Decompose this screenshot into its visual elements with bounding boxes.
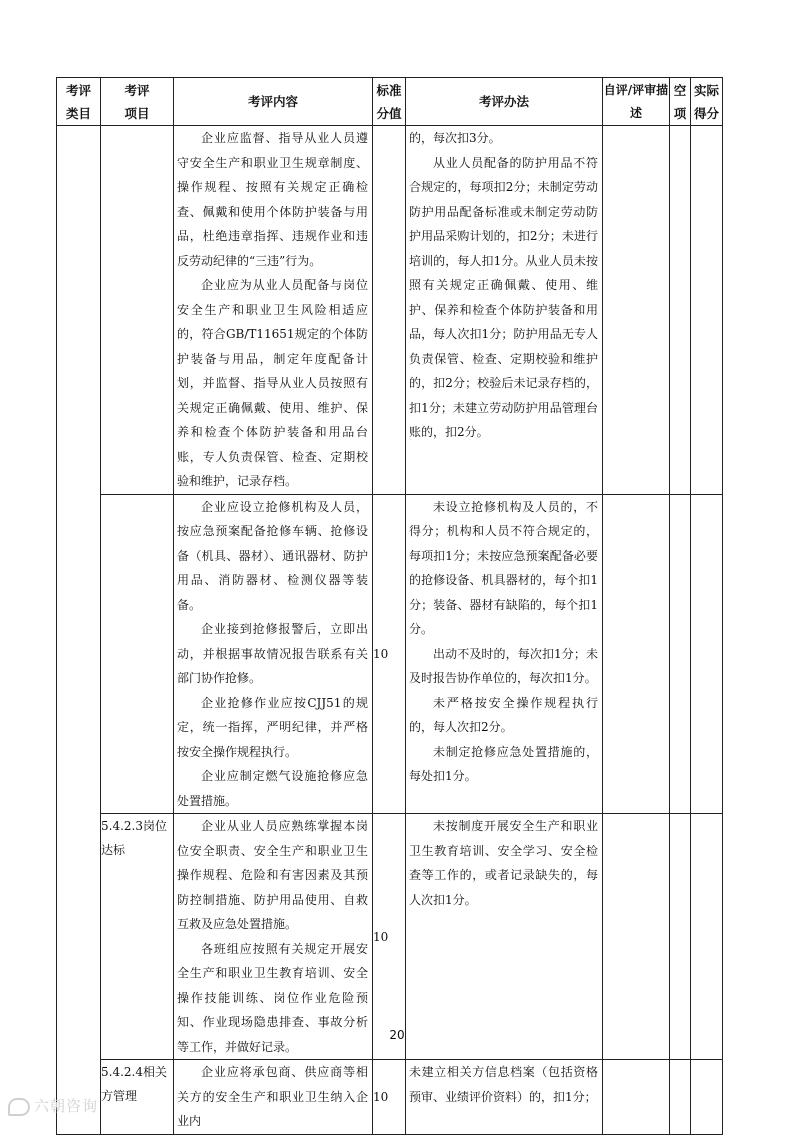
method-cell — [406, 814, 603, 1060]
header-actual: 实际 得分 — [691, 78, 723, 126]
content-paragraph: 各班组应按照有关规定开展安全生产和职业卫生教育培训、安全操作技能训练、岗位作业危险预知、作业现场隐患排查、事故分析等工作，并做好记录。 — [177, 941, 368, 1054]
content-paragraph: 企业应设立抢修机构及人员，按应急预案配备抢修车辆、抢修设备（机具、器材）、通讯器材、防护用品、消防器材、检测仪器等装备。 — [177, 499, 368, 612]
method-paragraph: 未设立抢修机构及人员的，不得分；机构和人员不符合规定的，每项扣1分；未按应急预案配备必要的抢修设备、机具器材的，每个扣1分；装备、器材有缺陷的，每个扣1分。 — [409, 499, 598, 636]
method-cell — [406, 126, 603, 495]
score-cell: 10 — [373, 494, 406, 814]
self-eval-cell — [603, 494, 670, 814]
method-paragraph: 未建立相关方信息档案（包括资格预审、业绩评价资料）的，扣1分； — [409, 1065, 598, 1104]
content-cell — [174, 494, 373, 814]
actual-cell — [691, 814, 723, 1060]
watermark — [8, 1095, 98, 1116]
method-cell — [406, 494, 603, 814]
score-cell — [373, 126, 406, 495]
item-cell: 5.4.2.3岗位达标 — [101, 814, 174, 1060]
method-paragraph: 未按制度开展安全生产和职业卫生教育培训、安全学习、安全检查等工作的，或者记录缺失的，每人次扣1分。 — [409, 819, 598, 907]
method-paragraph: 未严格按安全操作规程执行的，每人次扣2分。 — [409, 695, 598, 734]
header-category: 考评 类目 — [57, 78, 101, 126]
header-self-eval: 自评/评审描 述 — [603, 78, 670, 126]
header-method: 考评办法 — [406, 78, 603, 126]
content-paragraph: 企业抢修作业应按CJJ51的规定，统一指挥，严明纪律，并严格按安全操作规程执行。 — [177, 695, 368, 759]
content-cell — [174, 126, 373, 495]
content-cell — [174, 814, 373, 1060]
empty-cell — [670, 814, 691, 1060]
content-paragraph: 企业接到抢修报警后，立即出动，并根据事故情况报告联系有关部门协作抢修。 — [177, 622, 368, 685]
header-empty: 空 项 — [670, 78, 691, 126]
method-paragraph: 从业人员配备的防护用品不符合规定的，每项扣2分；未制定劳动防护用品配备标准或未制定劳动防护用品采购计划的，扣2分；未进行培训的，每人扣1分。从业人员未按照有关规定正确佩戴、使用、维护、保养和检查个体防护装备和用品，每人次扣1分；防护用品无专人负责保管、检查、定期校验和维护的，扣2分；校验后未记录存档的，扣1分；未建立劳动防护用品管理台账的，扣2分。 — [409, 155, 598, 439]
item-cell: 5.4.2.4相关方管理 — [101, 1060, 174, 1135]
content-paragraph: 企业应监督、指导从业人员遵守安全生产和职业卫生规章制度、操作规程、按照有关规定正确检查、佩戴和使用个体防护装备与用品，杜绝违章指挥、违规作业和违反劳动纪律的“三违”行为。 — [177, 131, 368, 268]
header-row — [57, 78, 723, 126]
content-paragraph: 企业应制定燃气设施抢修应急处置措施。 — [177, 769, 368, 808]
table-row — [57, 126, 723, 495]
self-eval-cell — [603, 126, 670, 495]
method-paragraph: 的，每次扣3分。 — [409, 131, 501, 145]
header-item: 考评 项目 — [101, 78, 174, 126]
table-row — [57, 814, 723, 1060]
watermark-logo-icon — [8, 1098, 30, 1116]
self-eval-cell — [603, 814, 670, 1060]
watermark-text: 六朝咨询 — [34, 1097, 99, 1115]
score-cell: 10 — [373, 1060, 406, 1135]
header-score: 标准 分值 — [373, 78, 406, 126]
category-cell — [57, 126, 101, 1135]
item-cell — [101, 126, 174, 495]
page-number: 20 — [389, 1028, 405, 1042]
actual-cell — [691, 494, 723, 814]
empty-cell — [670, 494, 691, 814]
evaluation-table — [56, 77, 723, 1135]
empty-cell — [670, 126, 691, 495]
item-cell — [101, 494, 174, 814]
content-paragraph: 企业从业人员应熟练掌握本岗位安全职责、安全生产和职业卫生操作规程、危险和有害因素及其预防控制措施、防护用品使用、自救互救及应急处置措施。 — [177, 819, 368, 931]
header-content: 考评内容 — [174, 78, 373, 126]
content-paragraph: 企业应将承包商、供应商等相关方的安全生产和职业卫生纳入企业内 — [177, 1065, 368, 1128]
actual-cell — [691, 126, 723, 495]
content-paragraph: 企业应为从业人员配备与岗位安全生产和职业卫生风险相适应的，符合GB/T11651规定的个体防护装备与用品，制定年度配备计划，并监督、指导从业人员按照有关规定正确佩戴、使用、维护、保养和检查个体防护装备和用品台账，专人负责保管、检查、定期校验和维护，记录存档。 — [177, 278, 368, 488]
score-cell: 10 — [373, 814, 406, 1060]
method-paragraph: 出动不及时的，每次扣1分；未及时报告协作单位的，每次扣1分。 — [409, 646, 598, 685]
method-paragraph: 未制定抢修应急处置措施的，每处扣1分。 — [409, 744, 598, 783]
table-row — [57, 494, 723, 814]
